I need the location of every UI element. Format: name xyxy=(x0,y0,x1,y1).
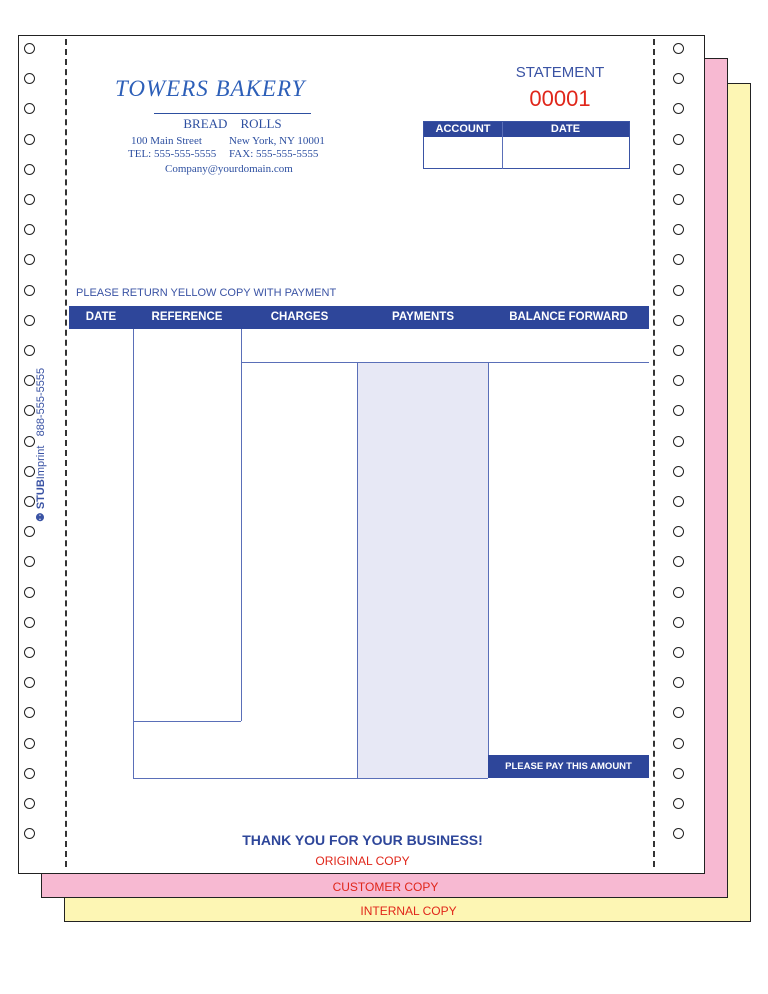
vendor-phone: 888-555-5555 xyxy=(35,367,47,437)
tractor-hole xyxy=(673,436,684,447)
tractor-hole xyxy=(673,707,684,718)
account-header: ACCOUNT xyxy=(424,122,502,137)
tractor-hole xyxy=(24,587,35,598)
company-products xyxy=(154,113,311,132)
tractor-hole xyxy=(673,617,684,628)
vendor-imprint xyxy=(34,365,48,525)
company-name: TOWERS BAKERY xyxy=(115,76,306,101)
tractor-hole xyxy=(673,345,684,356)
tractor-hole xyxy=(673,526,684,537)
company-email: Company@yourdomain.com xyxy=(165,163,293,175)
payments-column-shade xyxy=(357,362,488,778)
address-street: 100 Main Street xyxy=(131,135,202,147)
tractor-hole xyxy=(24,707,35,718)
tractor-hole xyxy=(673,43,684,54)
tractor-hole xyxy=(673,496,684,507)
thank-you-message: THANK YOU FOR YOUR BUSINESS! xyxy=(242,832,483,848)
table-header xyxy=(69,306,649,329)
tractor-hole xyxy=(673,375,684,386)
tractor-hole xyxy=(673,224,684,235)
tractor-hole xyxy=(24,556,35,567)
tractor-hole xyxy=(673,194,684,205)
tractor-hole xyxy=(24,526,35,537)
right-perforation xyxy=(653,39,655,867)
please-pay-amount-label: PLEASE PAY THIS AMOUNT xyxy=(488,755,649,778)
tractor-hole xyxy=(673,405,684,416)
col-date: DATE xyxy=(85,311,117,323)
tractor-hole xyxy=(673,556,684,567)
internal-copy-label: INTERNAL COPY xyxy=(360,904,457,918)
tractor-hole xyxy=(24,254,35,265)
address-city: New York, NY 10001 xyxy=(229,135,325,147)
tractor-hole xyxy=(24,43,35,54)
tractor-hole xyxy=(24,617,35,628)
tractor-hole xyxy=(673,315,684,326)
table-bottom-line xyxy=(133,778,488,779)
tractor-hole xyxy=(673,164,684,175)
tractor-hole xyxy=(24,738,35,749)
tractor-hole xyxy=(24,164,35,175)
tractor-hole xyxy=(673,768,684,779)
col-charges: CHARGES xyxy=(270,311,329,323)
original-copy-sheet xyxy=(18,35,705,874)
date-header: DATE xyxy=(502,122,629,137)
account-field[interactable] xyxy=(424,137,502,169)
tractor-hole xyxy=(673,587,684,598)
statement-title: STATEMENT xyxy=(515,64,605,81)
tractor-hole xyxy=(24,103,35,114)
tractor-hole xyxy=(673,647,684,658)
payments-balance-divider xyxy=(488,362,489,778)
tractor-hole xyxy=(673,677,684,688)
tractor-hole xyxy=(673,254,684,265)
date-ref-divider xyxy=(133,329,134,778)
tractor-hole xyxy=(24,73,35,84)
statement-number: 00001 xyxy=(529,86,591,111)
company-fax: FAX: 555-555-5555 xyxy=(229,148,319,160)
tractor-hole xyxy=(673,103,684,114)
col-reference: REFERENCE xyxy=(151,311,223,323)
tractor-hole xyxy=(673,466,684,477)
tractor-hole xyxy=(24,768,35,779)
company-tel: TEL: 555-555-5555 xyxy=(128,148,217,160)
tractor-hole xyxy=(673,134,684,145)
product-bread: BREAD xyxy=(183,116,228,131)
tractor-hole xyxy=(673,738,684,749)
vendor-brand-bold: STUB xyxy=(35,479,47,510)
col-payments: PAYMENTS xyxy=(392,311,454,323)
tractor-hole xyxy=(24,647,35,658)
balance-row-line xyxy=(241,362,649,363)
charges-payments-divider xyxy=(357,362,358,778)
tractor-hole xyxy=(673,73,684,84)
ref-charges-divider xyxy=(241,329,242,721)
tractor-hole xyxy=(24,677,35,688)
tractor-hole xyxy=(673,798,684,809)
date-field[interactable] xyxy=(503,137,629,169)
tractor-hole xyxy=(24,345,35,356)
col-balance-forward: BALANCE FORWARD xyxy=(509,311,628,323)
tractor-hole xyxy=(24,798,35,809)
vendor-logo-icon: ⚉ xyxy=(35,512,47,523)
original-copy-label: ORIGINAL COPY xyxy=(315,854,410,868)
tractor-hole xyxy=(24,285,35,296)
tractor-hole xyxy=(24,224,35,235)
customer-copy-label: CUSTOMER COPY xyxy=(332,880,439,894)
tractor-hole xyxy=(673,285,684,296)
product-rolls: ROLLS xyxy=(240,116,282,131)
tractor-hole xyxy=(24,134,35,145)
left-perforation xyxy=(65,39,67,867)
vendor-brand-light: Imprint xyxy=(35,445,47,480)
tractor-hole xyxy=(24,194,35,205)
reference-bottom-line xyxy=(133,721,241,722)
tractor-hole xyxy=(24,315,35,326)
return-note: PLEASE RETURN YELLOW COPY WITH PAYMENT xyxy=(76,287,337,299)
account-date-box xyxy=(423,121,630,169)
